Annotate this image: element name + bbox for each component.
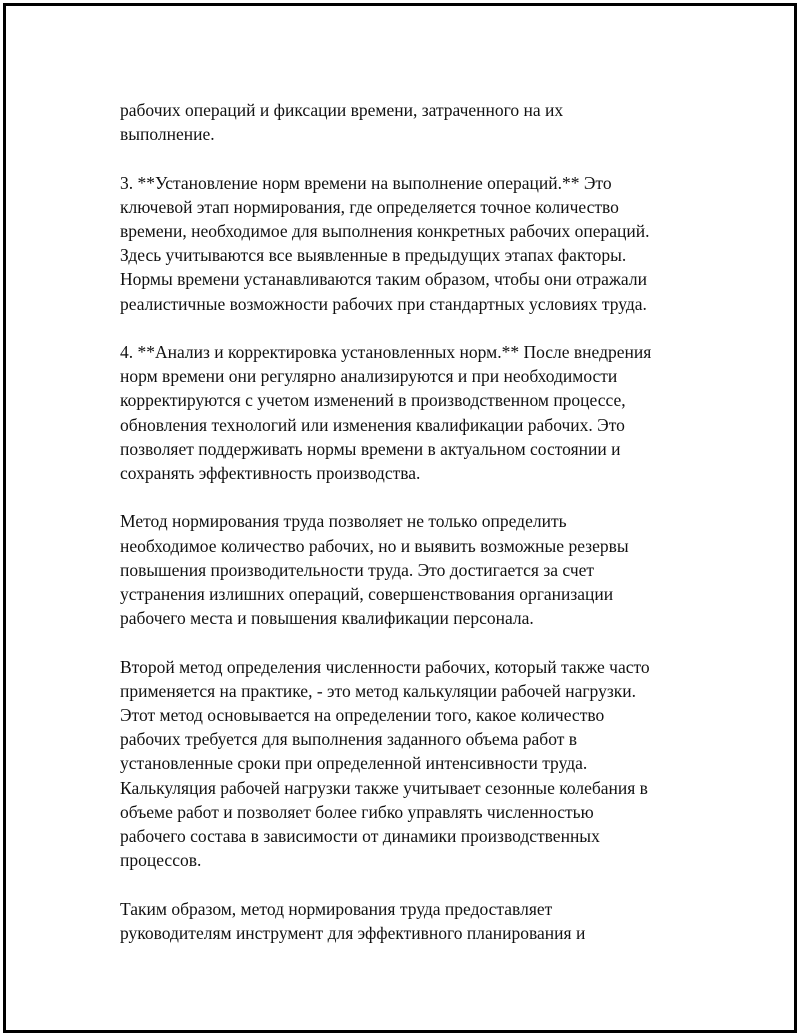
paragraph-second-method: Второй метод определения численности рабочих, который также часто применяется на практике, - это метод калькуляции рабочей нагрузки. Этот метод основывается на определении того, какое количество рабочих требуется для выполнения заданного объема работ в установленные сроки при определенной интенсивности труда. Калькуляция рабочей нагрузки также учитывает сезонные колебания в объеме работ и позволяет более гибко управлять численностью рабочего состава в зависимости от динамики производственных процессов. [120,656,650,871]
paragraph-method-benefits: Метод нормирования труда позволяет не только определить необходимое количество рабочих, но и выявить возможные резервы повышения производительности труда. Это достигается за счет устранения излишних операций, совершенствования организации рабочего места и повышения квалификации персонала. [120,511,629,629]
paragraph-conclusion: Таким образом, метод нормирования труда предоставляет руководителям инструмент для эффективного планирования и [120,898,586,943]
paragraph-step-4: 4. **Анализ и корректировка установленных норм.** После внедрения норм времени они регулярно анализируются и при необходимости корректируются с учетом изменений в производственном процессе, обновления технологий или изменения квалификации рабочих. Это позволяет поддерживать нормы времени в актуальном состоянии и сохранять эффективность производства. [120,342,652,484]
paragraph-continuation: рабочих операций и фиксации времени, затраченного на их выполнение. [120,100,564,145]
paragraph-step-3: 3. **Установление норм времени на выполнение операций.** Это ключевой этап нормирования, где определяется точное количество времени, необходимое для выполнения конкретных рабочих операций. Здесь учитываются все выявленные в предыдущих этапах факторы. Нормы времени устанавливаются таким образом, чтобы они отражали реалистичные возможности рабочих при стандартных условиях труда. [120,172,650,314]
document-page [3,3,797,1033]
document-body [120,98,695,945]
